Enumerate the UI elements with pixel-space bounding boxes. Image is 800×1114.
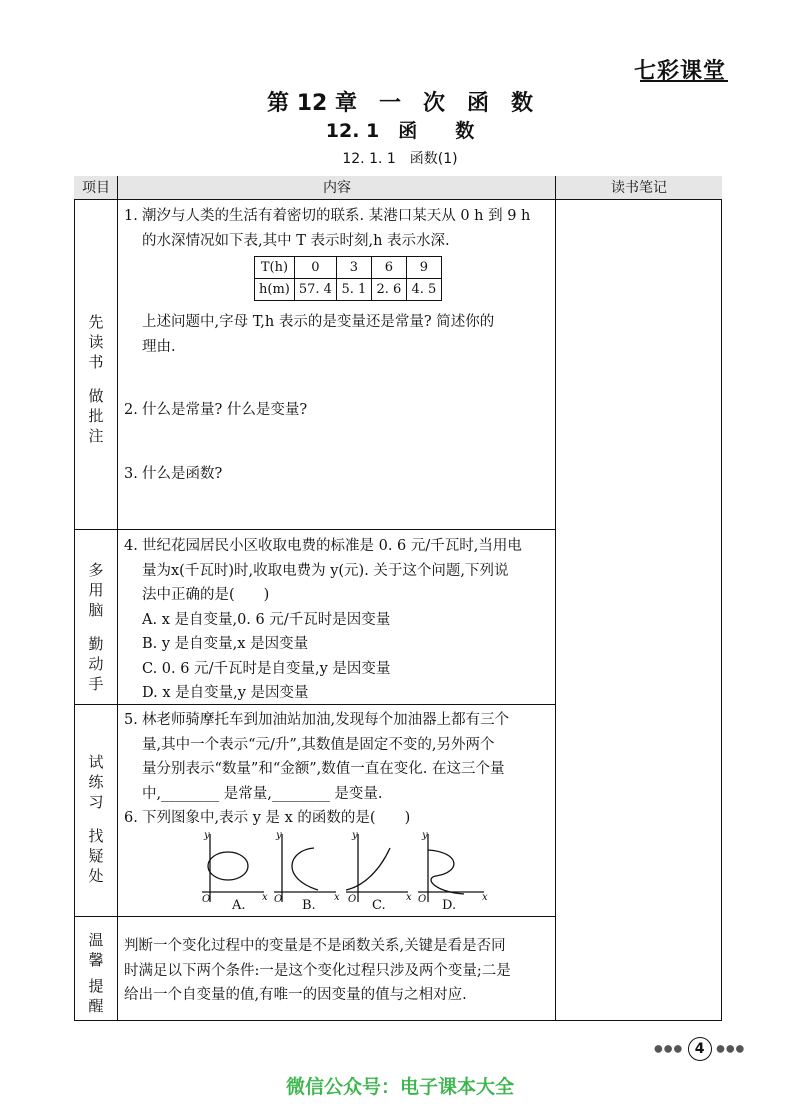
tide-cell: 5. 1 — [336, 279, 371, 301]
tip-text: 判断一个变化过程中的变量是不是函数关系,关键是看是否同 时满足以下两个条件:一是这个变化过程只涉及两个变量;二是 给出一个自变量的值,有唯一的因变量的值与之相对应. — [124, 938, 511, 1003]
tide-table — [254, 256, 442, 301]
chapter-title: 第 12 章 一 次 函 数 — [267, 91, 533, 116]
option-c: C. 0. 6 元/千瓦时是自变量,y 是因变量 — [142, 660, 391, 677]
question-6: 6. 下列图象中,表示 y 是 x 的函数的是( ) — [124, 810, 411, 826]
question-4: 4. 世纪花园居民小区收取电费的标准是 0. 6 元/千瓦时,当用电 量为x(千瓦时)时,收取电费为 y(元). 关于这个问题,下列说 法中正确的是( ) A. x 是自变量,0. 6 元/千瓦时是因变量 B. y 是自变量,x 是因变量 C. 0. 6 元/千瓦时是自变量,y 是因变量 D. x 是自变量,y 是因变量 — [124, 534, 556, 706]
header-notes: 读书笔记 — [556, 176, 722, 200]
question-3: 3. 什么是函数? — [124, 466, 223, 482]
page-number: ●●● 4 ●●● — [654, 1037, 745, 1061]
tide-cell: 3 — [336, 257, 371, 279]
question-2: 2. 什么是常量? 什么是变量? — [124, 402, 308, 418]
brand-logo: 七彩课堂 — [633, 59, 726, 84]
row-divider — [74, 529, 556, 530]
row-divider — [74, 916, 556, 917]
axis-y-label: y — [422, 830, 428, 841]
row-divider — [74, 199, 722, 200]
section-label-read: 先 读 书 做 批 注 — [88, 313, 104, 445]
axis-y-label: y — [276, 830, 282, 841]
axis-y-label: y — [352, 830, 358, 841]
axis-x-label: x — [482, 892, 488, 903]
graph-b-curve — [292, 848, 318, 890]
graph-a-curve — [208, 852, 248, 880]
tide-cell: 6 — [371, 257, 406, 279]
graph-caption: B. — [302, 898, 316, 913]
footer-watermark: 微信公众号：电子课本大全 — [285, 1076, 514, 1098]
tide-cell: 0 — [294, 257, 336, 279]
graph-caption: C. — [372, 898, 386, 913]
axis-y-label: y — [204, 830, 210, 841]
axis-x-label: x — [334, 892, 340, 903]
section-label-practice: 试 练 习 找 疑 处 — [88, 753, 104, 885]
graph-caption: A. — [232, 898, 246, 913]
tide-cell: 2. 6 — [371, 279, 406, 301]
header-item: 项目 — [74, 176, 118, 200]
origin-label: O — [202, 894, 211, 905]
graph-c-curve — [346, 848, 390, 890]
tide-cell: 57. 4 — [294, 279, 336, 301]
logo-underline — [640, 80, 728, 82]
axis-x-label: x — [406, 892, 412, 903]
section-title: 12. 1 函 数 — [325, 120, 475, 142]
option-d: D. x 是自变量,y 是因变量 — [142, 685, 309, 701]
tide-cell: T(h) — [255, 257, 295, 279]
axis-x-label: x — [262, 892, 268, 903]
graph-caption: D. — [442, 898, 457, 913]
origin-label: O — [274, 894, 283, 905]
graph-d-curve — [428, 850, 464, 894]
question-5: 5. 林老师骑摩托车到加油站加油,发现每个加油器上都有三个 量,其中一个表示“元/升”,其数值是固定不变的,另外两个 量分别表示“数量”和“金额”,数值一直在变化. 在这三个量 中,________ 是常量,________ 是变量. — [124, 712, 510, 802]
question-1-continued: 上述问题中,字母 T,h 表示的是变量还是常量? 简述你的 理由. — [142, 314, 495, 355]
tide-cell: 4. 5 — [406, 279, 441, 301]
subsection-title: 12. 1. 1 函数(1) — [342, 151, 458, 167]
section-label-tip: 温 馨 提 醒 — [88, 931, 104, 1015]
tide-cell: h(m) — [255, 279, 295, 301]
header-content: 内容 — [118, 176, 556, 200]
section-label-think: 多 用 脑 勤 动 手 — [88, 561, 104, 693]
origin-label: O — [348, 894, 357, 905]
question-1: 1. 潮汐与人类的生活有着密切的联系. 某港口某天从 0 h 到 9 h 的水深情况如下表,其中 T 表示时刻,h 表示水深. — [124, 208, 531, 249]
option-b: B. y 是自变量,x 是因变量 — [142, 636, 309, 652]
option-a: A. x 是自变量,0. 6 元/千瓦时是因变量 — [142, 611, 391, 628]
origin-label: O — [418, 894, 427, 905]
tide-cell: 9 — [406, 257, 441, 279]
